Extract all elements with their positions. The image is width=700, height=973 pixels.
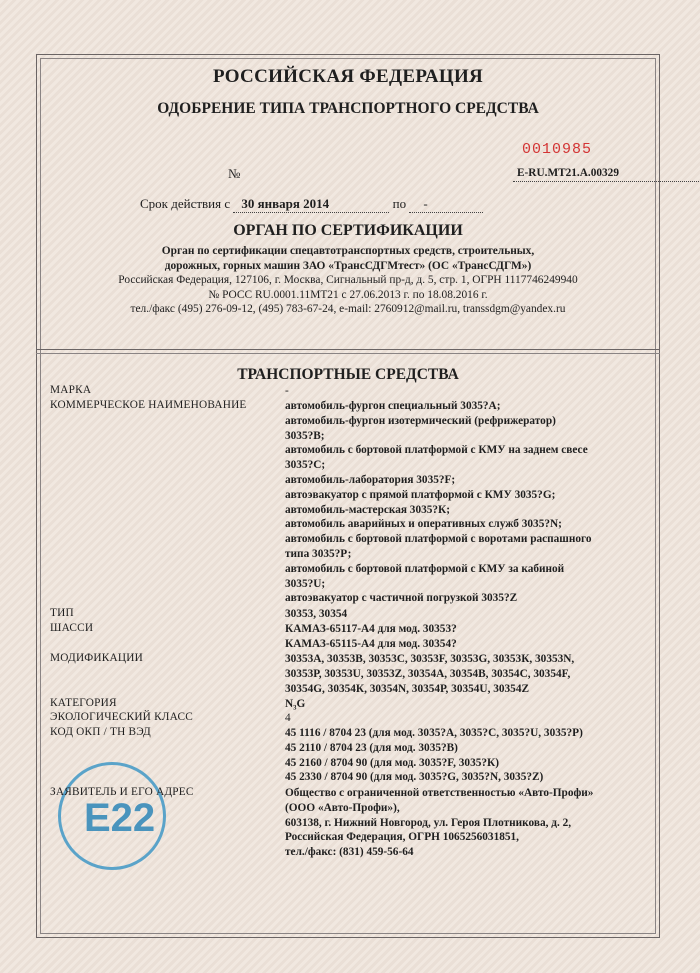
commercial-name-line: автомобиль с бортовой платформой с КМУ на заднем свесе: [285, 444, 588, 457]
authority-line: № РОСС RU.0001.11MT21 с 27.06.2013 г. по 18.08.2016 г.: [208, 288, 488, 301]
modifications-label: МОДИФИКАЦИИ: [50, 652, 143, 664]
marka-label: МАРКА: [50, 384, 92, 396]
valid-from-label: Срок действия с: [140, 196, 231, 211]
chassis-line: КАМАЗ-65115-А4 для мод. 30354?: [285, 637, 457, 650]
type-label: ТИП: [50, 607, 74, 619]
okp-code-values: [285, 726, 583, 785]
commercial-name-values: [285, 399, 592, 606]
modifications-line: 30353А, 30353В, 30353С, 30353F, 30353G, 30353К, 30353N,: [285, 653, 575, 665]
authority-title: ОРГАН ПО СЕРТИФИКАЦИИ: [233, 222, 463, 239]
serial-number: 0010985: [522, 141, 593, 158]
valid-to-label: по: [392, 196, 407, 211]
chassis-label: ШАССИ: [50, 622, 94, 634]
section-divider: [36, 353, 660, 354]
commercial-name-line: типа 3035?Р;: [285, 547, 352, 560]
commercial-name-line: автомобиль с бортовой платформой с КМУ за кабиной: [285, 562, 565, 575]
okp-code-line: 45 2330 / 8704 90 (для мод. 3035?G, 3035?N, 3035?Z): [285, 771, 544, 784]
commercial-name-line: 3035?U;: [285, 577, 326, 590]
commercial-name-line: автомобиль-лаборатория 3035?F;: [285, 473, 456, 486]
applicant-line: Общество с ограниченной ответственностью «Авто-Профи»: [285, 787, 594, 799]
chassis-values: [285, 622, 457, 652]
chassis-line: КАМАЗ-65117-А4 для мод. 30353?: [285, 623, 457, 635]
applicant-line: (ООО «Авто-Профи»),: [285, 801, 400, 814]
approval-number-row: [228, 166, 619, 182]
commercial-name-line: 3035?С;: [285, 459, 326, 472]
validity-row: [140, 196, 483, 213]
okp-code-line: 45 2160 / 8704 90 (для мод. 3035?F, 3035?К): [285, 756, 499, 769]
commercial-name-line: автомобиль-фургон изотермический (рефрижератор): [285, 414, 556, 427]
commercial-name-line: автомобиль с бортовой платформой с воротами распашного: [285, 533, 592, 546]
marka-value: -: [285, 385, 289, 397]
okp-code-line: 45 2110 / 8704 23 (для мод. 3035?В): [285, 741, 458, 754]
valid-to-date: -: [409, 196, 483, 213]
commercial-name-line: автоэвакуатор с прямой платформой с КМУ 3035?G;: [285, 488, 556, 501]
authority-line: тел./факс (495) 276-09-12, (495) 783-67-24, e-mail: 2760912@mail.ru, transsdgm@yandex.ru: [130, 303, 566, 315]
commercial-name-line: автоэвакуатор с частичной погрузкой 3035?Z: [285, 592, 518, 605]
commercial-name-line: автомобиль аварийных и оперативных служб 3035?N;: [285, 518, 562, 531]
number-label: №: [228, 166, 241, 181]
country-title: РОССИЙСКАЯ ФЕДЕРАЦИЯ: [212, 66, 484, 87]
applicant-values: [285, 786, 593, 860]
okp-code-line: 45 1116 / 8704 23 (для мод. 3035?А, 3035?С, 3035?U, 3035?Р): [285, 727, 583, 739]
eco-class-value: 4: [285, 712, 291, 724]
modifications-line: 30354G, 30354К, 30354N, 30354Р, 30354U, 30354Z: [285, 682, 530, 695]
commercial-name-line: автомобиль-фургон специальный 3035?А;: [285, 400, 501, 412]
eco-class-label: ЭКОЛОГИЧЕСКИЙ КЛАСС: [50, 711, 193, 723]
authority-line: дорожных, горных машин ЗАО «ТрансСДГМтест» (ОС «ТрансСДГМ»): [164, 259, 532, 272]
valid-from-date: 30 января 2014: [233, 196, 389, 213]
commercial-name-line: 3035?В;: [285, 429, 325, 442]
authority-details: [40, 244, 656, 317]
authority-line: Российская Федерация, 127106, г. Москва, Сигнальный пр-д, д. 5, стр. 1, ОГРН 1117746249940: [118, 274, 578, 286]
applicant-line: 603138, г. Нижний Новгород, ул. Героя Плотникова, д. 2,: [285, 816, 572, 829]
seal-mark: E22: [84, 796, 156, 840]
commercial-name-label: КОММЕРЧЕСКОЕ НАИМЕНОВАНИЕ: [50, 399, 247, 411]
vehicles-section-title: ТРАНСПОРТНЫЕ СРЕДСТВА: [237, 366, 459, 383]
document-title: ОДОБРЕНИЕ ТИПА ТРАНСПОРТНОГО СРЕДСТВА: [157, 100, 539, 117]
applicant-line: Российская Федерация, ОГРН 1065256031851,: [285, 831, 519, 844]
category-label: КАТЕГОРИЯ: [50, 697, 117, 709]
authority-line: Орган по сертификации спецавтотранспортных средств, строительных,: [161, 245, 535, 257]
applicant-label: ЗАЯВИТЕЛЬ И ЕГО АДРЕС: [50, 786, 194, 798]
commercial-name-line: автомобиль-мастерская 3035?К;: [285, 503, 450, 516]
applicant-line: тел./факс: (831) 459-56-64: [285, 846, 414, 859]
section-divider: [36, 349, 660, 350]
modifications-line: 30353Р, 30353U, 30353Z, 30354А, 30354В, 30354С, 30354F,: [285, 667, 571, 680]
category-value: N₃G: [285, 698, 306, 710]
okp-code-label: КОД ОКП / ТН ВЭД: [50, 726, 151, 738]
approval-number: E-RU.MT21.A.00329: [513, 166, 700, 182]
type-value: 30353, 30354: [285, 608, 348, 620]
modifications-values: [285, 652, 574, 696]
